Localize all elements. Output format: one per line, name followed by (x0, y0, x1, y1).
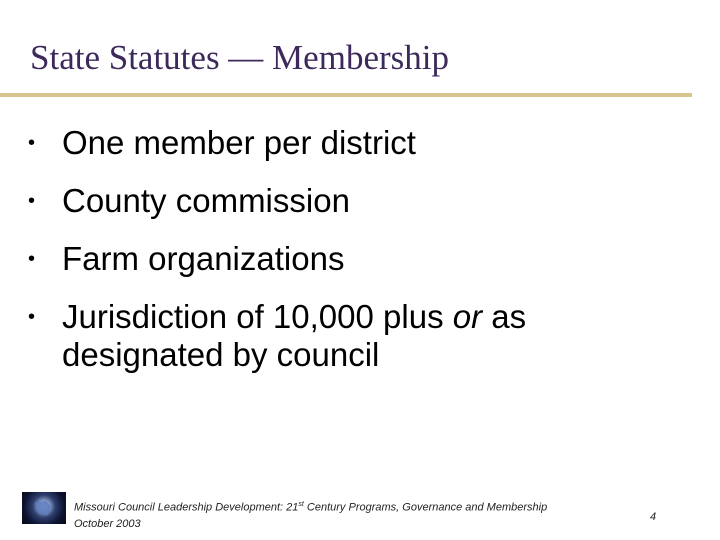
page-number: 4 (650, 511, 657, 523)
footer-date: October 2003 (74, 517, 141, 530)
bullet-item (28, 124, 688, 162)
organization-logo (22, 492, 66, 524)
state-map-shape (35, 501, 51, 515)
bullet-list (28, 124, 688, 394)
bullet-text: One member per district (62, 124, 416, 161)
footer-line1: Missouri Council Leadership Development: 21 (74, 501, 299, 514)
bullet-text-part: as (482, 298, 527, 335)
bullet-marker: • (28, 190, 36, 212)
bullet-text: Farm organizations (62, 240, 345, 277)
bullet-marker: • (28, 248, 36, 270)
bullet-text: County commission (62, 182, 350, 219)
slide-title: State Statutes — Membership (30, 38, 449, 77)
bullet-item (28, 298, 688, 374)
bullet-marker: • (28, 132, 36, 154)
title-underline (0, 93, 692, 97)
bullet-emphasis: or (452, 298, 483, 335)
bullet-marker: • (28, 306, 36, 328)
footer-ordinal: st (298, 501, 304, 508)
footer-text (74, 497, 547, 532)
footer-line1-rest: Century Programs, Governance and Membership (303, 501, 548, 514)
bullet-item (28, 240, 688, 278)
bullet-text-part: Jurisdiction of 10,000 plus (62, 298, 453, 335)
bullet-text-line2: designated by council (62, 336, 380, 373)
bullet-item (28, 182, 688, 220)
